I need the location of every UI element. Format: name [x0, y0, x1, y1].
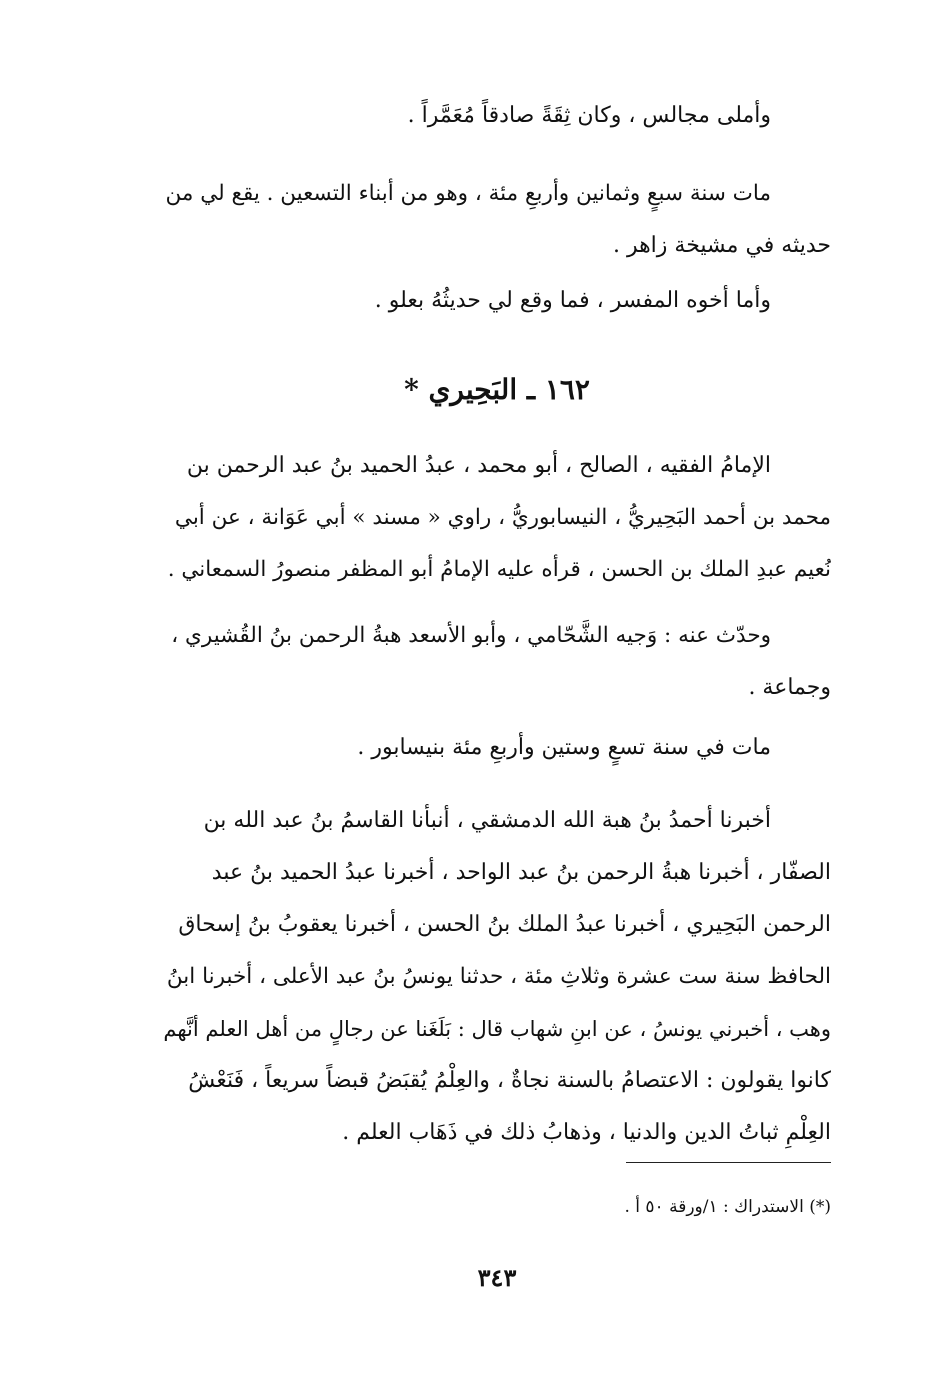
text-line: محمد بن أحمد البَحِيريُّ ، النيسابوريُّ ، راوي « مسند » أبي عَوَانة ، عن أبي — [174, 505, 831, 530]
paragraph-5 — [163, 610, 831, 714]
paragraph-3 — [163, 275, 831, 327]
text-line: أخبرنا أحمدُ بنُ هبة الله الدمشقي ، أنبأنا القاسمُ بنُ عبد الله بن — [203, 808, 771, 833]
footnote-divider — [626, 1162, 831, 1163]
text-line: الإمامُ الفقيه ، الصالح ، أبو محمد ، عبدُ الحميد بنُ عبد الرحمن بن — [186, 453, 771, 478]
text-line: الحافظ سنة ست عشرة وثلاثِ مئة ، حدثنا يونسُ بنُ عبد الأعلى ، أخبرنا ابنُ — [166, 964, 831, 989]
book-page — [163, 0, 831, 1375]
text-line: كانوا يقولون : الاعتصامُ بالسنة نجاةٌ ، والعِلْمُ يُقبَضُ قبضاً سريعاً ، فَنَعْشُ — [188, 1068, 831, 1093]
page-number: ٣٤٣ — [477, 1263, 517, 1292]
text-line: وجماعة . — [748, 675, 831, 700]
paragraph-4 — [163, 440, 831, 596]
text-line: وأملى مجالس ، وكان ثِقَةً صادقاً مُعَمَّراً . — [407, 103, 771, 128]
text-line: الصفّار ، أخبرنا هبةُ الرحمن بنُ عبد الواحد ، أخبرنا عبدُ الحميد بنُ عبد — [211, 860, 831, 885]
text-line: وأما أخوه المفسر ، فما وقع لي حديثُهُ بعلو . — [374, 288, 771, 313]
paragraph-1 — [163, 90, 831, 142]
text-line: مات في سنة تسعٍ وستين وأربعِ مئة بنيسابور . — [357, 735, 771, 760]
text-line: الرحمن البَحِيري ، أخبرنا عبدُ الملك بنُ الحسن ، أخبرنا يعقوبُ بنُ إسحاق — [178, 912, 831, 937]
text-line: نُعيم عبدِ الملك بن الحسن ، قرأه عليه الإمامُ أبو المظفر منصورُ السمعاني . — [167, 557, 831, 582]
entry-heading: ١٦٢ ـ البَحِيري * — [404, 373, 590, 406]
text-line: العِلْمِ ثباتُ الدين والدنيا ، وذهابُ ذلك في ذَهَاب العلم . — [342, 1120, 831, 1145]
text-line: حديثه في مشيخة زاهر . — [612, 233, 831, 258]
paragraph-2 — [163, 168, 831, 272]
footnote: (*) الاستدراك : ١/ورقة ٥٠ أ . — [624, 1197, 831, 1217]
text-line: مات سنة سبعٍ وثمانين وأربعِ مئة ، وهو من أبناء التسعين . يقع لي من — [165, 181, 771, 206]
text-line: وحدّث عنه : وَجيه الشَّحّامي ، وأبو الأسعد هبةُ الرحمن بنُ القُشيري ، — [171, 623, 771, 648]
paragraph-6 — [163, 722, 831, 774]
paragraph-7 — [163, 795, 831, 1159]
text-line: وهب ، أخبرني يونسُ ، عن ابنِ شهاب قال : بَلَغَنا عن رجالٍ من أهل العلم أنَّهم — [163, 1017, 831, 1041]
